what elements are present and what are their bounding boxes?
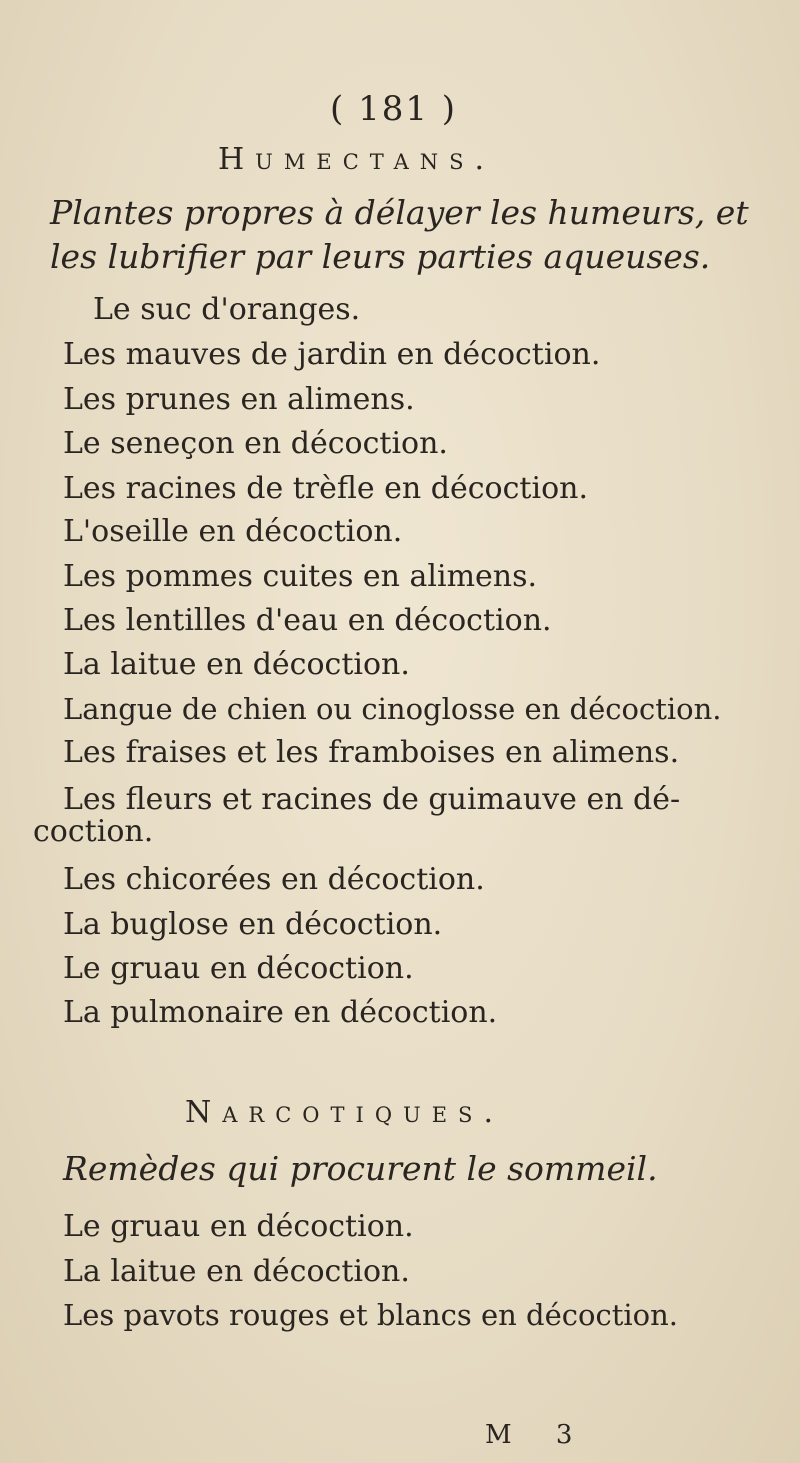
list-item: Le gruau en décoction. [63, 1209, 414, 1244]
list-item: Les prunes en alimens. [63, 382, 415, 417]
list-item: La buglose en décoction. [63, 907, 443, 942]
list-item: L'oseille en décoction. [63, 514, 403, 549]
list-item: Les fraises et les framboises en alimens. [63, 735, 680, 770]
list-item: La laitue en décoction. [63, 1254, 410, 1289]
list-item: La pulmonaire en décoction. [63, 995, 498, 1030]
section1-subtitle-line1: Plantes propres à délayer les humeurs, et [50, 193, 749, 232]
list-item: La laitue en décoction. [63, 647, 410, 682]
list-item: Langue de chien ou cinoglosse en décoction. [63, 692, 722, 726]
section1-subtitle-line2: les lubrifier par leurs parties aqueuses. [50, 237, 711, 276]
page-number: ( 181 ) [330, 89, 458, 129]
list-item: Les pommes cuites en alimens. [63, 559, 538, 594]
list-item: Le suc d'oranges. [93, 292, 361, 327]
list-item: Les lentilles d'eau en décoction. [63, 603, 552, 638]
list-item: Le gruau en décoction. [63, 951, 414, 986]
list-item: Les racines de trèfle en décoction. [63, 471, 588, 506]
signature-mark: M 3 [485, 1420, 591, 1450]
list-item: Les mauves de jardin en décoction. [63, 337, 601, 372]
list-item: Les fleurs et racines de guimauve en dé- [63, 782, 681, 817]
section-title-narcotiques: Narcotiques. [185, 1095, 504, 1130]
list-item: Le seneçon en décoction. [63, 426, 448, 461]
section2-subtitle: Remèdes qui procurent le sommeil. [63, 1149, 658, 1188]
list-item: coction. [33, 814, 154, 849]
list-item: Les pavots rouges et blancs en décoction. [63, 1298, 678, 1332]
list-item: Les chicorées en décoction. [63, 862, 485, 897]
section-title-humectans: Humectans. [218, 142, 496, 177]
